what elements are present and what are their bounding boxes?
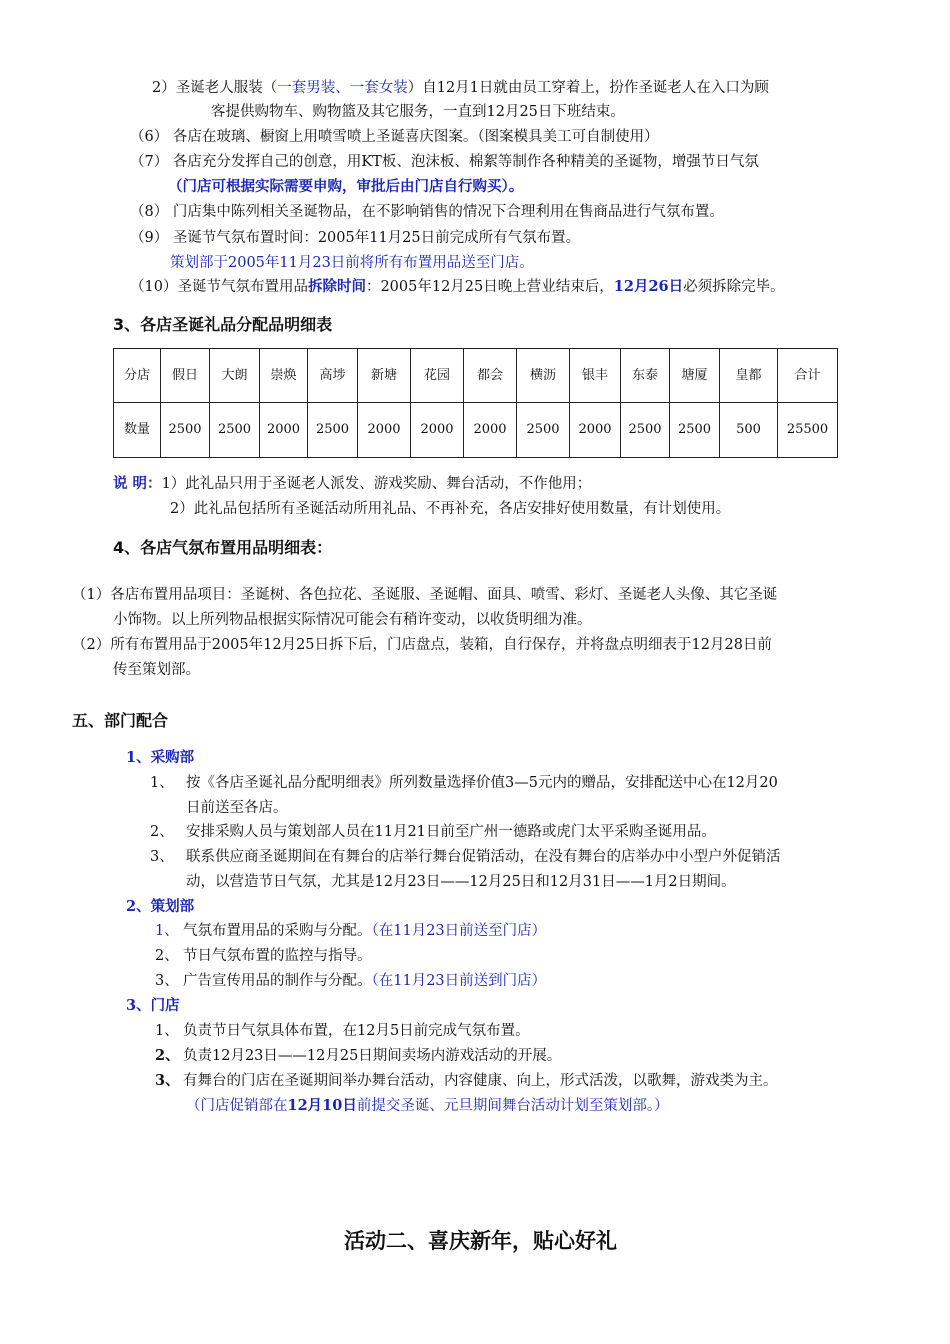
item-number: 1、: [155, 1023, 179, 1039]
item-text: 节日气氛布置的监控与指导。: [183, 948, 372, 964]
item-number: 3、: [155, 1072, 180, 1089]
item-text: 负责12月23日——12月25日期间卖场内游戏活动的开展。: [183, 1048, 562, 1064]
item-text: 联系供应商圣诞期间在有舞台的店举行舞台促销活动，在没有舞台的店举办中小型户外促销活: [186, 849, 781, 865]
item-7: （7） 各店充分发挥自己的创意，用KT板、泡沫板、棉絮等制作各种精美的圣诞物，增强节日气氛: [130, 154, 759, 170]
planning-title: 2、策划部: [126, 898, 195, 915]
item-10-removal-label: 拆除时间: [307, 278, 366, 295]
item-text: 气氛布置用品的采购与分配。: [183, 923, 372, 939]
dept-section-title: 五、部门配合: [72, 711, 169, 730]
table-cell: 银丰: [570, 349, 621, 403]
item-text-wrap: [183, 969, 546, 993]
decor-p1-line2: 小饰物。以上所列物品根据实际情况可能会有稍许变动，以收货明细为准。: [113, 612, 592, 628]
decor-p1-line1: （1）各店布置用品项目：圣诞树、各色拉花、圣诞服、圣诞帽、面具、喷雪、彩灯、圣诞老人头像、其它圣诞: [72, 587, 778, 603]
table-cell: 皇都: [720, 349, 778, 403]
table-cell: 500: [720, 403, 778, 458]
purchase-item-2: [150, 820, 716, 844]
item-2-line2: 客提供购物车、购物篮及其它服务，一直到12月25日下班结束。: [211, 104, 625, 120]
decor-section-title: 4、各店气氛布置用品明细表：: [113, 538, 333, 557]
item-10: [130, 275, 785, 299]
table-cell: 2500: [210, 403, 260, 458]
decor-p2-line2: 传至策划部。: [113, 662, 200, 678]
item-2-line1: [152, 76, 769, 100]
activity-2-title: 活动二、喜庆新年，贴心好礼: [344, 1229, 617, 1253]
item-note: （在11月23日前送到门店）: [371, 973, 547, 989]
table-cell: 合计: [778, 349, 838, 403]
table-cell: 2000: [570, 403, 621, 458]
table-cell: 2000: [358, 403, 411, 458]
table-cell: 崇焕: [260, 349, 308, 403]
table-cell: 2500: [308, 403, 358, 458]
store-note-a: （门店促销部在: [186, 1098, 288, 1114]
table-row: [114, 403, 838, 458]
item-7-note: （门店可根据实际需要申购，审批后由门店自行购买）。: [168, 178, 524, 195]
gift-note-1-text: 1）此礼品只用于圣诞老人派发、游戏奖励、舞台活动，不作他用；: [161, 476, 592, 492]
item-9: （9） 圣诞节气氛布置时间：2005年11月25日前完成所有气氛布置。: [130, 230, 581, 246]
table-cell: 2000: [464, 403, 517, 458]
item-10-e: 必须拆除完毕。: [683, 279, 785, 295]
purchase-item-1: [150, 771, 778, 795]
item-text: 安排采购人员与策划部人员在11月21日前至广州一德路或虎门太平采购圣诞用品。: [186, 824, 716, 840]
item-number: 2、: [155, 948, 179, 964]
item-number: 2、: [150, 824, 174, 840]
item-2-suffix: ）自12月1日就由员工穿着上，扮作圣诞老人在入口为顾: [407, 80, 769, 96]
gift-note-2: 2）此礼品包括所有圣诞活动所用礼品、不再补充，各店安排好使用数量，有计划使用。: [170, 501, 731, 517]
item-number: 2、: [155, 1047, 180, 1064]
planning-item-3: [155, 969, 547, 993]
table-cell: 分店: [114, 349, 161, 403]
store-note: [186, 1094, 669, 1118]
table-cell: 新塘: [358, 349, 411, 403]
gift-section-title: 3、各店圣诞礼品分配品明细表: [113, 315, 333, 334]
store-item-3: [155, 1069, 778, 1093]
gift-note-label: 说 明：: [113, 475, 162, 492]
table-cell: 东泰: [621, 349, 670, 403]
table-cell: 数量: [114, 403, 161, 458]
item-text: 按《各店圣诞礼品分配明细表》所列数量选择价值3—5元内的赠品，安排配送中心在12月20: [186, 775, 778, 791]
planning-item-1: [155, 919, 547, 943]
purchase-item-3-cont: 动，以营造节日气氛，尤其是12月23日——12月25日和12月31日——1月2日期间。: [186, 874, 736, 890]
item-text: 负责节日气氛具体布置，在12月5日前完成气氛布置。: [183, 1023, 530, 1039]
table-cell: 25500: [778, 403, 838, 458]
table-cell: 塘厦: [670, 349, 720, 403]
table-cell: 2500: [621, 403, 670, 458]
item-10-date: 12月26日: [613, 278, 684, 295]
item-number: 3、: [150, 849, 174, 865]
item-text-wrap: [183, 919, 546, 943]
item-text: 广告宣传用品的制作与分配。: [183, 973, 372, 989]
table-cell: 都会: [464, 349, 517, 403]
item-2-prefix: 2）圣诞老人服装（: [152, 80, 278, 96]
item-number: 3、: [155, 973, 179, 989]
table-cell: 横沥: [517, 349, 570, 403]
planning-item-2: [155, 944, 372, 968]
table-cell: 花园: [411, 349, 464, 403]
gift-distribution-table: [113, 348, 838, 458]
table-cell: 高埗: [308, 349, 358, 403]
purchase-item-3: [150, 845, 781, 869]
item-number: 1、: [150, 775, 174, 791]
decor-p2-line1: （2）所有布置用品于2005年12月25日拆下后，门店盘点，装箱，自行保存，并将盘点明细表于12月28日前: [72, 637, 772, 653]
item-note: （在11月23日前送至门店）: [371, 923, 547, 939]
store-note-c: 前提交圣诞、元旦期间舞台活动计划至策划部。）: [356, 1098, 669, 1114]
table-cell: 2500: [517, 403, 570, 458]
store-title: 3、门店: [126, 997, 180, 1014]
purchase-title: 1、采购部: [126, 749, 195, 766]
table-cell: 假日: [161, 349, 210, 403]
item-text: 有舞台的门店在圣诞期间举办舞台活动，内容健康、向上，形式活泼，以歌舞，游戏类为主。: [183, 1073, 778, 1089]
purchase-item-1-cont: 日前送至各店。: [186, 800, 288, 816]
table-cell: 2500: [670, 403, 720, 458]
store-note-date: 12月10日: [287, 1097, 357, 1114]
table-cell: 2000: [411, 403, 464, 458]
item-number: 1、: [155, 923, 179, 939]
item-10-a: （10）圣诞节气氛布置用品: [130, 279, 308, 295]
table-header-row: [114, 349, 838, 403]
item-10-c: ：2005年12月25日晚上营业结束后，: [365, 279, 614, 295]
table-cell: 2000: [260, 403, 308, 458]
table-cell: 2500: [161, 403, 210, 458]
item-9-note: 策划部于2005年11月23日前将所有布置用品送至门店。: [170, 255, 534, 271]
item-8: （8） 门店集中陈列相关圣诞物品，在不影响销售的情况下合理利用在售商品进行气氛布置。: [130, 204, 724, 220]
item-2-outfit-note: 一套男装、一套女装: [277, 80, 408, 96]
gift-note-1: [113, 472, 591, 496]
store-item-2: [155, 1044, 562, 1068]
store-item-1: [155, 1019, 530, 1043]
item-6: （6） 各店在玻璃、橱窗上用喷雪喷上圣诞喜庆图案。（图案模具美工可自制使用）: [130, 129, 659, 145]
table-cell: 大朗: [210, 349, 260, 403]
